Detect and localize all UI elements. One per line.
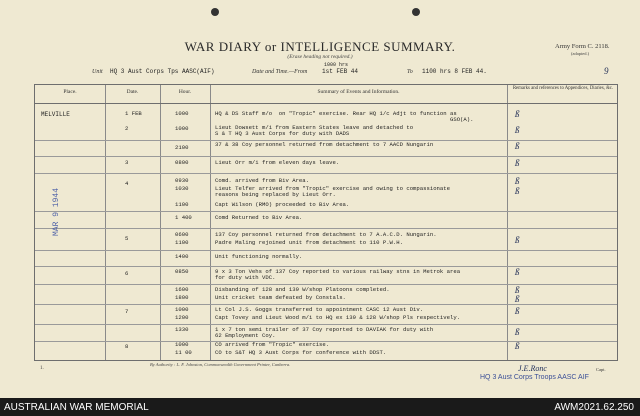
- row-summary: Capt Wilson (RMO) proceeded to Biv Area.: [215, 201, 350, 208]
- archive-reference: AWM2021.62.250: [554, 402, 634, 413]
- unit-stamp: HQ 3 Aust Corps Troops AASC AIF: [480, 374, 589, 381]
- initials-mark: ß: [515, 186, 520, 196]
- row-hour: 1330: [175, 326, 189, 333]
- form-title: WAR DIARY or INTELLIGENCE SUMMARY.: [184, 39, 456, 54]
- row-summary: Comd. arrived from Biv Area.: [215, 177, 309, 184]
- row-summary: CO to S&T HQ 3 Aust Corps for conference with DDST.: [215, 349, 387, 356]
- row-date: 7: [125, 308, 129, 315]
- initials-mark: ß: [515, 341, 520, 351]
- initials-mark: ß: [515, 267, 520, 277]
- initials-mark: ß: [515, 158, 520, 168]
- from-date: 1st FEB 44: [322, 68, 359, 75]
- row-divider: [35, 284, 617, 285]
- form-header-line: [92, 62, 612, 81]
- initials-mark: ß: [515, 306, 520, 316]
- row-summary: Padre Maling rejoined unit from detachment to 110 P.W.H.: [215, 239, 403, 246]
- initials-mark: ß: [515, 109, 520, 119]
- row-summary: Disbanding of 128 and 139 W/shop Platoons completed.: [215, 286, 390, 293]
- row-hour: 0800: [175, 159, 189, 166]
- initials-mark: ß: [515, 141, 520, 151]
- diary-table: [34, 84, 618, 361]
- row-date: 5: [125, 235, 129, 242]
- initials-mark: ß: [515, 294, 520, 304]
- army-form-adapted: (adapted.): [571, 51, 590, 56]
- row-date: 1 FEB: [125, 110, 142, 117]
- column-divider: [507, 85, 508, 360]
- to-value: 1100 hrs 8 FEB 44.: [422, 68, 487, 75]
- to-label: To: [407, 69, 413, 75]
- printer-credit: By Authority : L. F. Johnston, Commonwealth Government Printer, Canberra.: [150, 362, 291, 367]
- row-hour: 1000: [175, 125, 189, 132]
- archive-name: AUSTRALIAN WAR MEMORIAL: [4, 402, 149, 413]
- header-divider: [35, 103, 617, 104]
- row-summary: 37 & 38 Coy personnel returned from detachment to 7 AACD Nungarin: [215, 141, 434, 148]
- row-summary: Lieut Dowsett m/i from Eastern States leave and detached to S & T HQ 3 Aust Corps for duty with DADS: [215, 124, 414, 138]
- initials-mark: ß: [515, 235, 520, 245]
- row-divider: [35, 250, 617, 251]
- row-hour: 11 00: [175, 349, 192, 356]
- form-subtitle: (Erase heading not required.): [287, 54, 353, 60]
- column-divider: [105, 85, 106, 360]
- row-hour: 1000: [175, 110, 189, 117]
- row-hour: 1800: [175, 294, 189, 301]
- signature: J.E.Ronc: [518, 364, 547, 373]
- row-hour: 1000: [175, 306, 189, 313]
- row-divider: [35, 156, 617, 157]
- punch-hole: [412, 8, 420, 16]
- row-hour: 2100: [175, 144, 189, 151]
- row-hour: 1600: [175, 286, 189, 293]
- row-date: 8: [125, 343, 129, 350]
- row-hour: 0930: [175, 177, 189, 184]
- form-number-note: 1.: [40, 366, 44, 371]
- column-header-remarks: Remarks and references to Appendices, Diaries, &c.: [512, 86, 614, 91]
- row-summary: 9 x 3 Ton Vehs of 137 Coy reported to various railway stns in Metrok area for duty with VDC.: [215, 268, 461, 282]
- column-header-summary: Summary of Events and Information.: [317, 89, 400, 95]
- from-time: 1000 hrs: [324, 62, 349, 68]
- row-summary: Comd Returned to Biv Area.: [215, 214, 303, 221]
- row-date: 6: [125, 270, 129, 277]
- column-divider: [210, 85, 211, 360]
- initials-mark: ß: [515, 176, 520, 186]
- row-divider: [35, 324, 617, 325]
- row-hour: 1100: [175, 201, 189, 208]
- row-hour: 1400: [175, 253, 189, 260]
- row-summary: CO arrived from "Tropic" exercise.: [215, 341, 330, 348]
- row-summary: Lieut Telfer arrived from "Tropic" exercise and owing to compassionate reasons being replaced by Lieut Orr.: [215, 185, 450, 199]
- row-divider: [35, 211, 617, 212]
- date-received-stamp: MAR 9 1944: [52, 187, 61, 236]
- column-header-place: Place.: [63, 89, 77, 95]
- row-hour: 1030: [175, 185, 189, 192]
- row-summary: Capt Tovey and Lieut Wood m/i to HQ ex 139 & 128 W/shop Pls respectively.: [215, 314, 461, 321]
- row-date: 2: [125, 125, 129, 132]
- row-summary: Lieut Orr m/i from eleven days leave.: [215, 159, 340, 166]
- row-summary: HQ & DS Staff m/o on "Tropic" exercise. Rear HQ 1/c Adjt to function as GSO(A).: [215, 110, 474, 124]
- column-divider: [160, 85, 161, 360]
- initials-mark: ß: [515, 285, 520, 295]
- row-summary: Unit cricket team defeated by Constals.: [215, 294, 346, 301]
- unit-label: Unit: [92, 69, 103, 75]
- punch-hole: [211, 8, 219, 16]
- row-hour: 0600: [175, 231, 189, 238]
- column-header-date: Date.: [126, 89, 139, 95]
- initials-mark: ß: [515, 327, 520, 337]
- handwritten-mark: 9: [604, 66, 609, 76]
- row-summary: 137 Coy personnel returned from detachment to 7 A.A.C.D. Nungarin.: [215, 231, 437, 238]
- row-summary: Lt Col J.S. Goggs transferred to appointment CASC 12 Aust Div.: [215, 306, 424, 313]
- initials-mark: ß: [515, 125, 520, 135]
- row-divider: [35, 173, 617, 174]
- unit-value: HQ 3 Aust Corps Tps AASC(AIF): [110, 68, 215, 75]
- row-summary: Unit functioning normally.: [215, 253, 303, 260]
- row-summary: 1 x 7 ton semi trailer of 37 Coy reported to DAVIAK for duty with 62 Employment Coy.: [215, 326, 434, 340]
- row-date: 4: [125, 180, 129, 187]
- row-hour: 1200: [175, 314, 189, 321]
- row-divider: [35, 266, 617, 267]
- row-hour: 0850: [175, 268, 189, 275]
- column-header-hour: Hour.: [178, 89, 192, 95]
- row-hour: 1000: [175, 341, 189, 348]
- row-divider: [35, 304, 617, 305]
- place-cell: MELVILLE: [41, 111, 70, 118]
- signature-rank: Capt.: [596, 367, 606, 372]
- row-divider: [35, 228, 617, 229]
- date-time-label: Date and Time.—From: [252, 69, 308, 75]
- row-hour: 1100: [175, 239, 189, 246]
- row-hour: 1 400: [175, 214, 192, 221]
- row-date: 3: [125, 159, 129, 166]
- army-form-number: Army Form C. 2118.: [555, 43, 610, 50]
